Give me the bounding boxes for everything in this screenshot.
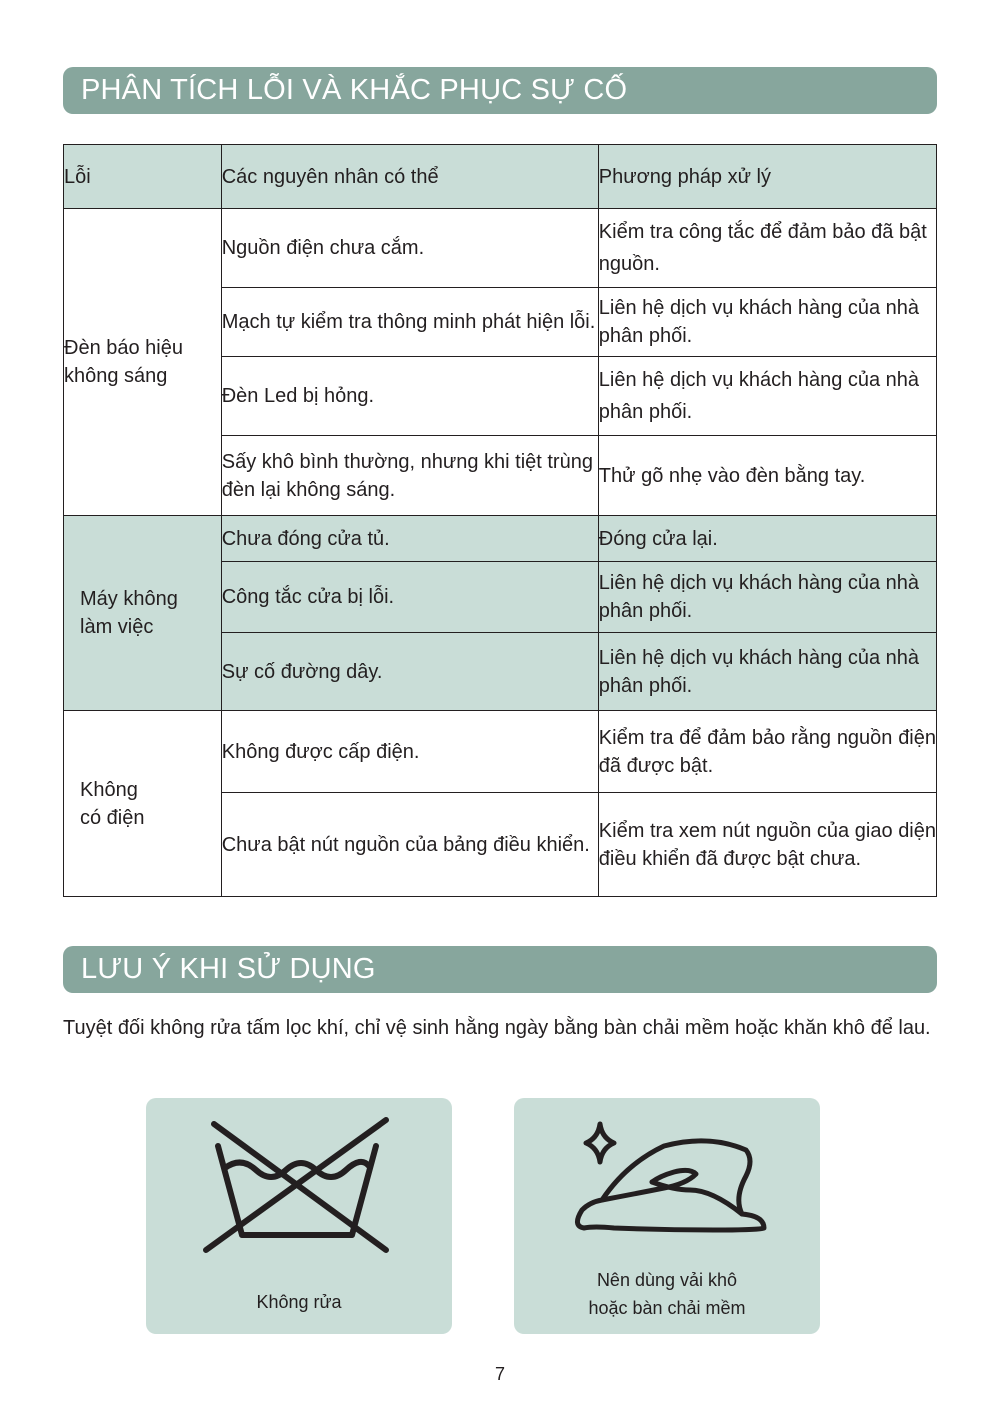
table-row xyxy=(64,209,937,288)
solution-cell: Kiểm tra xem nút nguồn của giao diện điều khiển đã được bật chưa. xyxy=(598,793,936,897)
usage-note-text: Tuyệt đối không rửa tấm lọc khí, chỉ vệ sinh hằng ngày bằng bàn chải mềm hoặc khăn khô để lau. xyxy=(63,1017,931,1039)
error-line: có điện xyxy=(80,806,145,829)
error-cell xyxy=(64,516,222,711)
cause-cell: Nguồn điện chưa cắm. xyxy=(221,209,598,288)
cause-cell: Đèn Led bị hỏng. xyxy=(221,357,598,436)
no-wash-caption: Không rửa xyxy=(256,1292,342,1312)
solution-cell: Kiểm tra để đảm bảo rằng nguồn điện đã được bật. xyxy=(598,711,936,793)
error-cell xyxy=(64,711,222,897)
table-header-row xyxy=(64,145,937,209)
cause-cell: Chưa đóng cửa tủ. xyxy=(221,516,598,562)
no-wash-card xyxy=(146,1098,452,1334)
header-error: Lỗi xyxy=(64,145,222,209)
cause-cell: Sự cố đường dây. xyxy=(221,633,598,711)
solution-cell: Liên hệ dịch vụ khách hàng của nhà phân phối. xyxy=(598,357,936,436)
cause-cell: Sấy khô bình thường, nhưng khi tiệt trùng đèn lại không sáng. xyxy=(221,436,598,516)
error-cell xyxy=(64,209,222,516)
solution-cell: Đóng cửa lại. xyxy=(598,516,936,562)
cause-cell: Mạch tự kiểm tra thông minh phát hiện lỗi. xyxy=(221,288,598,357)
error-line: không sáng xyxy=(64,365,168,387)
cause-cell: Công tắc cửa bị lỗi. xyxy=(221,562,598,633)
cause-cell: Chưa bật nút nguồn của bảng điều khiển. xyxy=(221,793,598,897)
cause-cell: Không được cấp điện. xyxy=(221,711,598,793)
page-number: 7 xyxy=(494,1364,505,1384)
error-line: Đèn báo hiệu xyxy=(64,337,183,359)
header-causes: Các nguyên nhân có thể xyxy=(221,145,598,209)
solution-cell: Kiểm tra công tắc để đảm bảo đã bật nguồn. xyxy=(598,209,936,288)
error-line: làm việc xyxy=(80,616,154,638)
troubleshooting-table xyxy=(63,144,937,897)
dry-cloth-card xyxy=(514,1098,820,1334)
dry-cloth-caption-line-1: Nên dùng vải khô xyxy=(596,1270,738,1290)
table-row xyxy=(64,516,937,562)
error-line: Máy không xyxy=(80,588,178,610)
dry-cloth-caption-line-2: hoặc bàn chải mềm xyxy=(588,1298,746,1318)
usage-section-title: LƯU Ý KHI SỬ DỤNG xyxy=(63,946,937,993)
solution-cell: Thử gõ nhẹ vào đèn bằng tay. xyxy=(598,436,936,516)
header-solution: Phương pháp xử lý xyxy=(598,145,936,209)
solution-cell: Liên hệ dịch vụ khách hàng của nhà phân phối. xyxy=(598,288,936,357)
solution-cell: Liên hệ dịch vụ khách hàng của nhà phân phối. xyxy=(598,633,936,711)
solution-cell: Liên hệ dịch vụ khách hàng của nhà phân phối. xyxy=(598,562,936,633)
error-line: Không xyxy=(80,778,138,801)
troubleshooting-section-title: PHÂN TÍCH LỖI VÀ KHẮC PHỤC SỰ CỐ xyxy=(63,67,937,114)
table-row xyxy=(64,711,937,793)
